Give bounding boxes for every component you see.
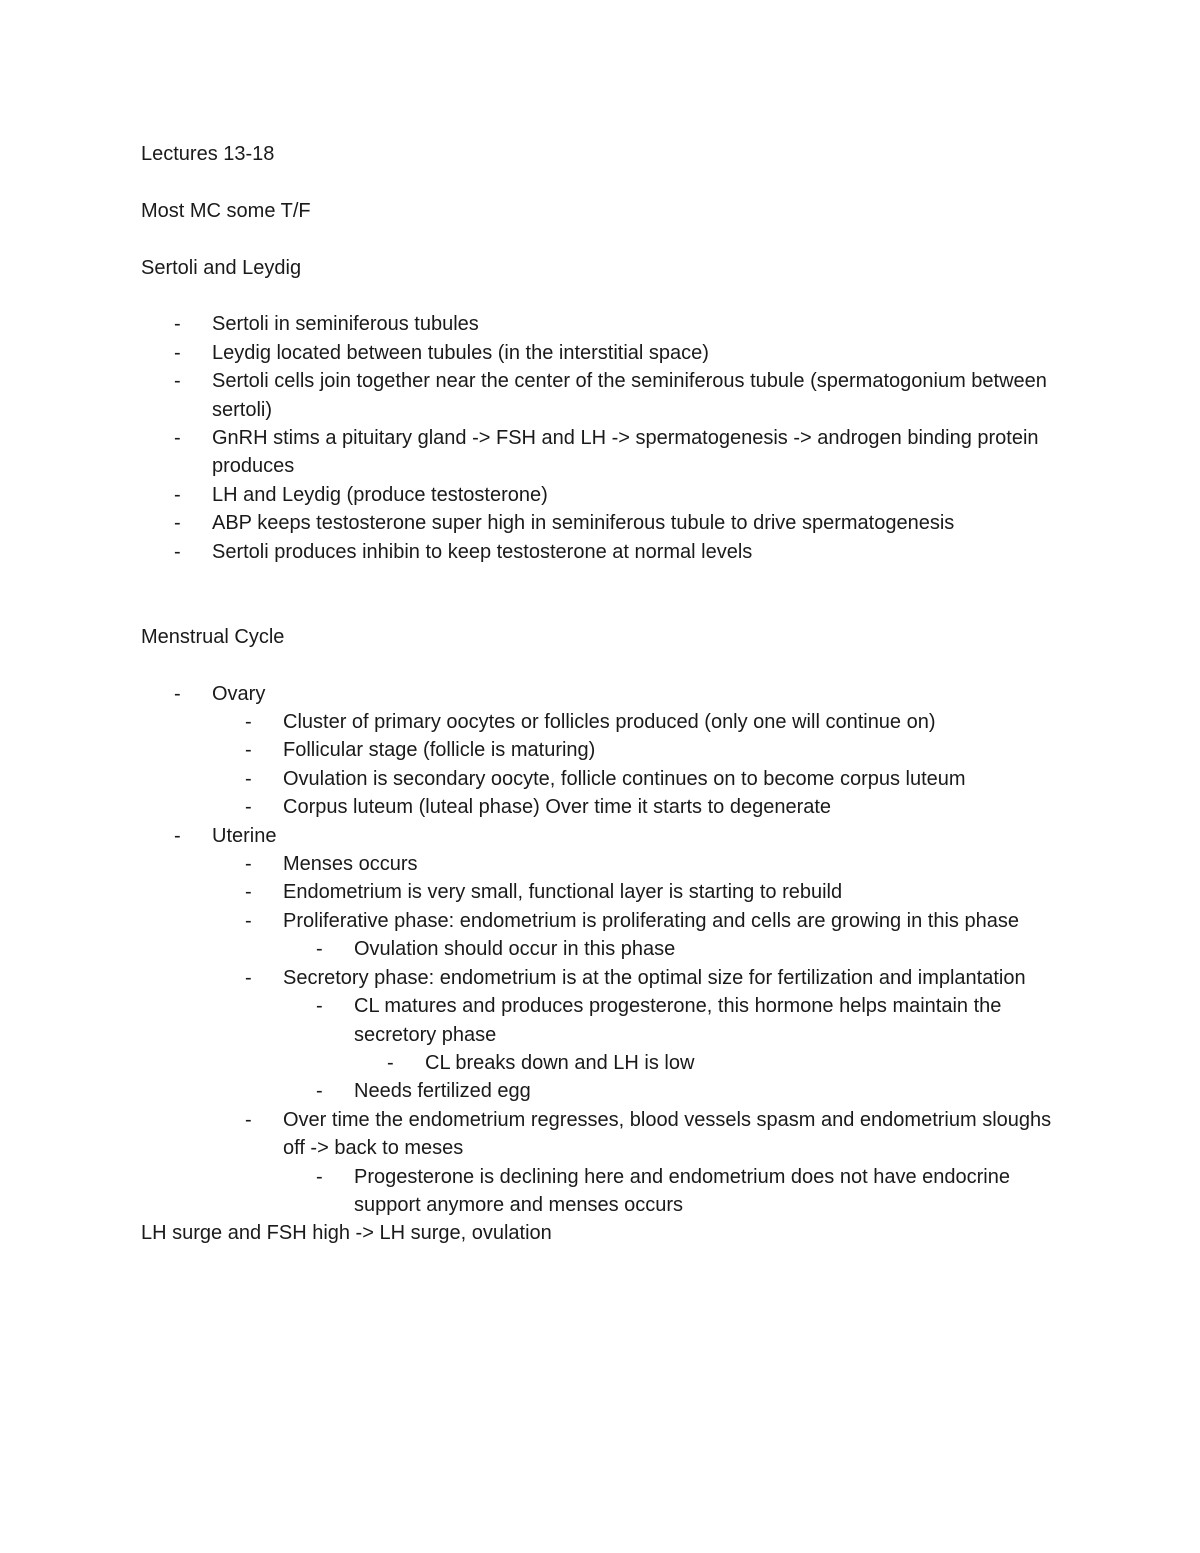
list-item: - Cluster of primary oocytes or follicles produced (only one will continue on) <box>212 708 1071 736</box>
list-item: - Leydig located between tubules (in the interstitial space) <box>141 339 1071 367</box>
list-item: - Ovulation is secondary oocyte, follicle continues on to become corpus luteum <box>212 765 1071 793</box>
list-item: - Needs fertilized egg <box>283 1077 1071 1105</box>
list-item: - Endometrium is very small, functional layer is starting to rebuild <box>212 878 1071 906</box>
format-note: Most MC some T/F <box>141 199 311 222</box>
list-item: - Corpus luteum (luteal phase) Over time it starts to degenerate <box>212 793 1071 821</box>
secretory-text: Secretory phase: endometrium is at the optimal size for fertilization and implantation <box>283 966 1026 989</box>
document-body <box>141 140 1071 1248</box>
list-item: - Follicular stage (follicle is maturing) <box>212 736 1071 764</box>
list-item-regress <box>212 1106 1071 1220</box>
list-item-cl <box>283 992 1071 1077</box>
sertoli-leydig-list <box>141 310 1071 566</box>
section-title-sertoli-leydig: Sertoli and Leydig <box>141 256 302 279</box>
list-item: - CL breaks down and LH is low <box>354 1049 1071 1077</box>
spacer <box>141 594 1071 622</box>
list-item: - GnRH stims a pituitary gland -> FSH and LH -> spermatogenesis -> androgen binding protein produces <box>141 424 1071 481</box>
list-item: - Sertoli cells join together near the center of the seminiferous tubule (spermatogonium between sertoli) <box>141 367 1071 424</box>
list-item-ovary <box>141 680 1071 822</box>
uterine-sublist <box>212 850 1071 1219</box>
ovary-sublist <box>212 708 1071 822</box>
regress-sublist <box>283 1163 1071 1220</box>
section-title-menstrual-cycle: Menstrual Cycle <box>141 625 285 648</box>
footer-line: LH surge and FSH high -> LH surge, ovulation <box>141 1222 552 1245</box>
proliferative-sublist <box>283 935 1071 963</box>
list-item-uterine <box>141 822 1071 1220</box>
lectures-heading: Lectures 13-18 <box>141 143 275 165</box>
uterine-label: Uterine <box>212 824 277 847</box>
list-item: - Sertoli produces inhibin to keep testosterone at normal levels <box>141 538 1071 566</box>
ovary-label: Ovary <box>212 682 266 705</box>
menstrual-cycle-list <box>141 680 1071 1220</box>
list-item-secretory <box>212 964 1071 1106</box>
list-item: - Menses occurs <box>212 850 1071 878</box>
cl-text: CL matures and produces progesterone, this hormone helps maintain the secretory phase <box>354 995 1002 1046</box>
regress-text: Over time the endometrium regresses, blood vessels spasm and endometrium sloughs off -> back to meses <box>283 1108 1052 1160</box>
list-item: - Sertoli in seminiferous tubules <box>141 310 1071 338</box>
list-item-proliferative <box>212 907 1071 964</box>
list-item: - Progesterone is declining here and endometrium does not have endocrine support anymore and menses occurs <box>283 1163 1071 1220</box>
list-item: - ABP keeps testosterone super high in seminiferous tubule to drive spermatogenesis <box>141 509 1071 537</box>
list-item: - LH and Leydig (produce testosterone) <box>141 481 1071 509</box>
cl-sublist <box>354 1049 1071 1077</box>
secretory-sublist <box>283 992 1071 1106</box>
list-item: - Ovulation should occur in this phase <box>283 935 1071 963</box>
proliferative-text: Proliferative phase: endometrium is proliferating and cells are growing in this phase <box>283 909 1019 932</box>
